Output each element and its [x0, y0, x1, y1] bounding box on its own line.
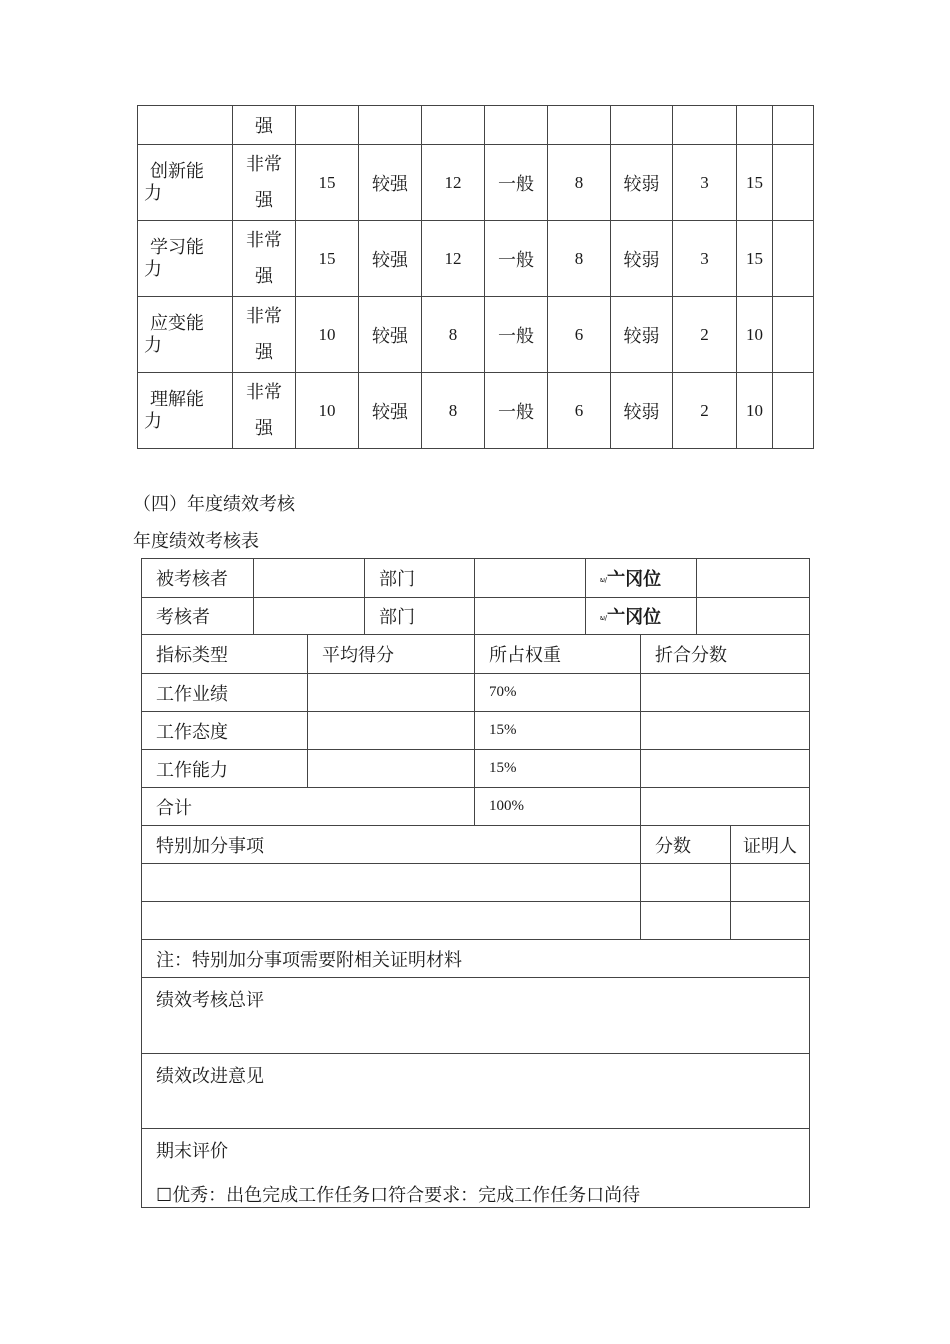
- bonus-score-cell[interactable]: [641, 902, 731, 940]
- converted-cell[interactable]: [641, 674, 810, 712]
- dept-value[interactable]: [475, 559, 586, 598]
- level-cell: 非常 强: [233, 297, 296, 373]
- summary-row: [142, 978, 810, 1054]
- score-cell: 2: [673, 373, 737, 449]
- total-label: 合计: [142, 788, 475, 826]
- max-score-cell: 15: [737, 145, 773, 221]
- bonus-header-row: [142, 826, 810, 864]
- dept-label: 部门: [365, 598, 475, 635]
- level-cell: 非常 强: [233, 373, 296, 449]
- converted-cell[interactable]: [641, 750, 810, 788]
- bonus-item-cell[interactable]: [142, 902, 641, 940]
- score-cell: 8: [422, 373, 485, 449]
- score-cell: 8: [422, 297, 485, 373]
- annual-performance-table: [141, 558, 810, 1208]
- score-cell: 12: [422, 145, 485, 221]
- converted-cell[interactable]: [641, 712, 810, 750]
- post-value[interactable]: [697, 598, 810, 635]
- type-cell: 工作能力: [142, 750, 308, 788]
- table-row: [142, 750, 810, 788]
- score-cell: 15: [296, 221, 359, 297]
- table-row: [138, 106, 814, 145]
- dept-label: 部门: [365, 559, 475, 598]
- weight-cell: 15%: [475, 750, 641, 788]
- bonus-witness-cell[interactable]: [731, 902, 810, 940]
- score-cell: 6: [548, 373, 611, 449]
- level-cell: 较强: [359, 221, 422, 297]
- section-title: （四）年度绩效考核: [133, 494, 295, 515]
- table-row: [142, 559, 810, 598]
- bonus-item-cell[interactable]: [142, 864, 641, 902]
- table-row: [142, 674, 810, 712]
- item-name: 创新能 力: [138, 145, 233, 221]
- final-evaluation-options[interactable]: ☐优秀：出色完成工作任务口符合要求：完成工作任务口尚待: [156, 1185, 641, 1206]
- score-cell: 15: [296, 145, 359, 221]
- type-cell: 工作业绩: [142, 674, 308, 712]
- table-row: [138, 373, 814, 449]
- note-text: 注：特别加分事项需要附相关证明材料: [142, 940, 810, 978]
- type-header: 指标类型: [142, 635, 308, 674]
- post-value[interactable]: [697, 559, 810, 598]
- score-cell: 10: [296, 297, 359, 373]
- table-row: [138, 221, 814, 297]
- avg-header: 平均得分: [308, 635, 475, 674]
- total-weight: 100%: [475, 788, 641, 826]
- post-label: ພ/亠冈位: [586, 598, 697, 635]
- score-cell: 12: [422, 221, 485, 297]
- witness-label: 证明人: [731, 826, 810, 864]
- bonus-row: [142, 902, 810, 940]
- table-row: [142, 712, 810, 750]
- table-row: [138, 297, 814, 373]
- score-cell: 6: [548, 297, 611, 373]
- avg-cell[interactable]: [308, 750, 475, 788]
- examiner-value[interactable]: [254, 598, 365, 635]
- improvement-row: [142, 1054, 810, 1129]
- weight-cell: 70%: [475, 674, 641, 712]
- level-cell: 一般: [485, 373, 548, 449]
- ability-score-table: [137, 105, 814, 449]
- bonus-label: 特别加分事项: [142, 826, 641, 864]
- weight-header: 所占权重: [475, 635, 641, 674]
- item-name: 应变能 力: [138, 297, 233, 373]
- level-cell: 较弱: [611, 297, 673, 373]
- total-converted[interactable]: [641, 788, 810, 826]
- level-cell: 较弱: [611, 221, 673, 297]
- level-cell: 一般: [485, 145, 548, 221]
- table-cell: [138, 106, 233, 145]
- level-cell: 非常 强: [233, 221, 296, 297]
- score-label: 分数: [641, 826, 731, 864]
- level-cell: 较强: [359, 373, 422, 449]
- bonus-row: [142, 864, 810, 902]
- table-title: 年度绩效考核表: [133, 531, 259, 552]
- score-cell: 3: [673, 221, 737, 297]
- bonus-witness-cell[interactable]: [731, 864, 810, 902]
- level-cell: 一般: [485, 297, 548, 373]
- max-score-cell: 10: [737, 297, 773, 373]
- avg-cell[interactable]: [308, 674, 475, 712]
- item-name: 学习能 力: [138, 221, 233, 297]
- level-cell: 强: [233, 106, 296, 145]
- improvement-field[interactable]: 绩效改进意见: [142, 1054, 810, 1129]
- score-cell: 8: [548, 221, 611, 297]
- note-row: [142, 940, 810, 978]
- type-cell: 工作态度: [142, 712, 308, 750]
- examinee-label: 被考核者: [142, 559, 254, 598]
- max-score-cell: 15: [737, 221, 773, 297]
- score-cell: 10: [296, 373, 359, 449]
- avg-cell[interactable]: [308, 712, 475, 750]
- final-evaluation-row: [142, 1129, 810, 1208]
- score-cell: 2: [673, 297, 737, 373]
- max-score-cell: 10: [737, 373, 773, 449]
- score-cell: 8: [548, 145, 611, 221]
- table-row: [142, 598, 810, 635]
- post-label: ພ/亠冈位: [586, 559, 697, 598]
- examiner-label: 考核者: [142, 598, 254, 635]
- examinee-value[interactable]: [254, 559, 365, 598]
- score-cell: 3: [673, 145, 737, 221]
- level-cell: 较弱: [611, 373, 673, 449]
- dept-value[interactable]: [475, 598, 586, 635]
- converted-header: 折合分数: [641, 635, 810, 674]
- total-row: [142, 788, 810, 826]
- summary-field[interactable]: 绩效考核总评: [142, 978, 810, 1054]
- final-evaluation-label: 期末评价: [156, 1141, 228, 1162]
- level-cell: 较强: [359, 145, 422, 221]
- header-row: [142, 635, 810, 674]
- level-cell: 一般: [485, 221, 548, 297]
- level-cell: 较强: [359, 297, 422, 373]
- final-evaluation-field: [142, 1129, 810, 1208]
- weight-cell: 15%: [475, 712, 641, 750]
- table-row: [138, 145, 814, 221]
- level-cell: 较弱: [611, 145, 673, 221]
- bonus-score-cell[interactable]: [641, 864, 731, 902]
- level-cell: 非常 强: [233, 145, 296, 221]
- item-name: 理解能 力: [138, 373, 233, 449]
